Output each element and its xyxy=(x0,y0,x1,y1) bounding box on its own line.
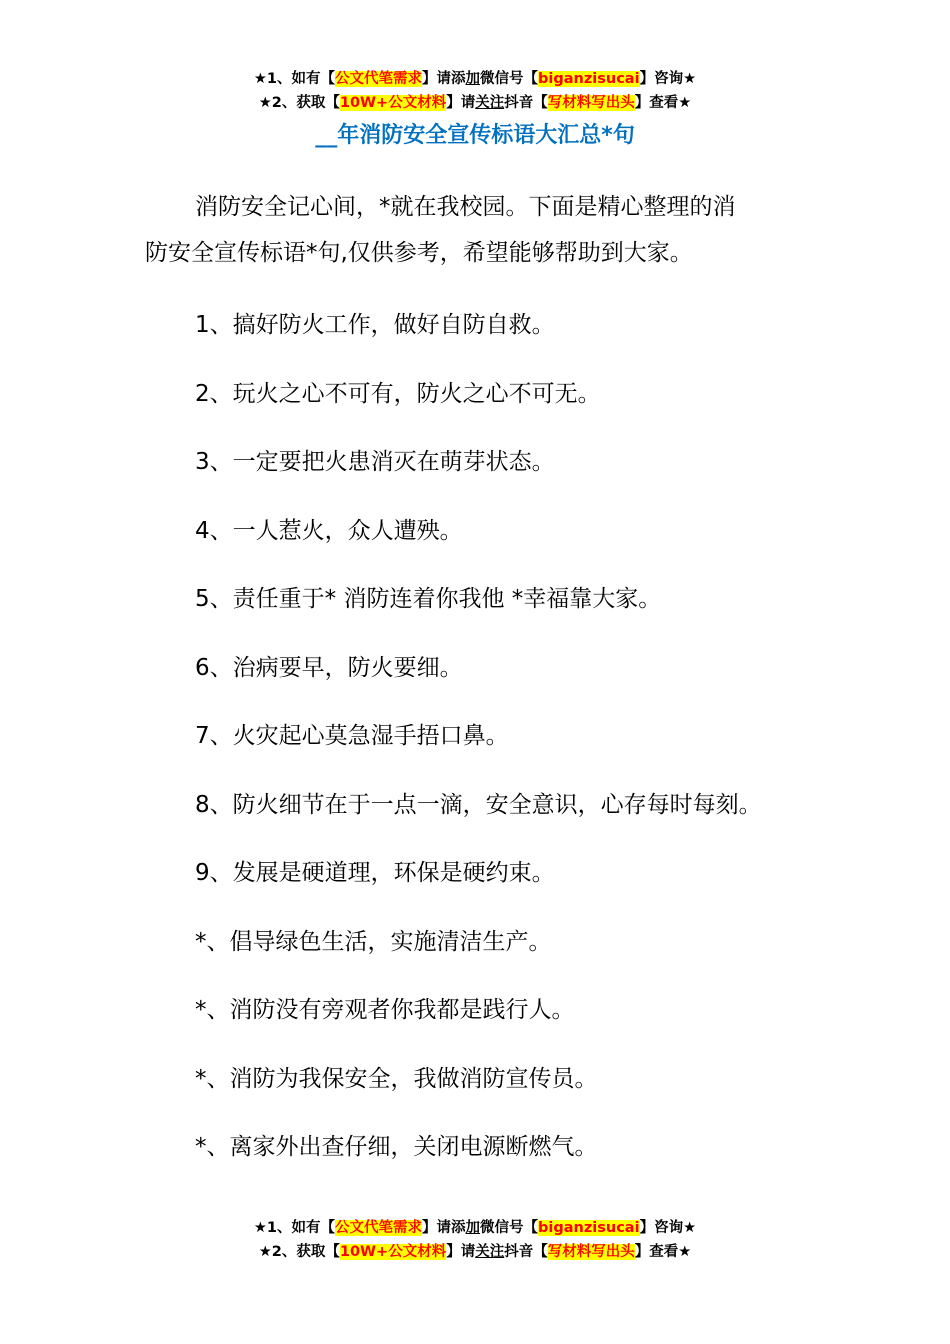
slogan-item: 2、玩火之心不可有，防火之心不可无。 xyxy=(195,380,601,407)
banner-line-1-mid: 】请添 xyxy=(422,71,466,87)
footer-banner xyxy=(0,1216,950,1264)
banner-line-1-prefix: ★1、如有【 xyxy=(253,1220,336,1236)
header-banner xyxy=(0,67,950,115)
banner-line-2-emphasis: 关注 xyxy=(475,1244,505,1260)
banner-line-2-mid: 】请 xyxy=(446,95,476,111)
banner-line-1 xyxy=(0,1216,950,1240)
slogan-item: 3、一定要把火患消灭在萌芽状态。 xyxy=(195,449,555,475)
slogan-item: *、离家外出查仔细，关闭电源断燃气。 xyxy=(195,1134,598,1160)
banner-line-2-mid2: 抖音【 xyxy=(504,95,548,111)
banner-line-2-mid2: 抖音【 xyxy=(504,1244,548,1260)
slogan-item: 5、责任重于* 消防连着你我他 *幸福靠大家。 xyxy=(195,586,662,612)
intro-paragraph xyxy=(145,184,805,276)
slogan-list xyxy=(195,302,762,1193)
banner-highlight-douyin: 写材料写出头 xyxy=(547,1244,635,1260)
slogan-item: 1、搞好防火工作，做好自防自救。 xyxy=(195,312,555,338)
banner-line-1-emphasis: 加 xyxy=(465,1220,481,1236)
banner-highlight-wechat-id: biganzisucai xyxy=(538,71,640,87)
banner-line-2 xyxy=(0,1240,950,1264)
banner-line-1-suffix: 】咨询★ xyxy=(639,1220,697,1236)
slogan-item: 9、发展是硬道理，环保是硬约束。 xyxy=(195,860,555,886)
banner-line-2-prefix: ★2、获取【 xyxy=(258,95,340,111)
slogan-item: *、消防为我保安全，我做消防宣传员。 xyxy=(195,1065,598,1092)
banner-highlight-douyin: 写材料写出头 xyxy=(547,95,635,111)
banner-highlight-ghostwriting: 公文代笔需求 xyxy=(335,71,423,87)
banner-line-2-prefix: ★2、获取【 xyxy=(258,1244,340,1260)
banner-line-1-emphasis: 加 xyxy=(465,71,481,87)
banner-highlight-wechat-id: biganzisucai xyxy=(538,1220,640,1236)
banner-line-2-emphasis: 关注 xyxy=(475,95,505,111)
banner-line-1-mid2: 微信号【 xyxy=(480,71,539,87)
intro-line-2: 防安全宣传标语*句,仅供参考，希望能够帮助到大家。 xyxy=(145,240,693,266)
document-title: __年消防安全宣传标语大汇总*句 xyxy=(315,123,635,148)
banner-highlight-ghostwriting: 公文代笔需求 xyxy=(335,1220,423,1236)
slogan-item: 6、治病要早，防火要细。 xyxy=(195,654,463,681)
banner-highlight-materials: 10W+公文材料 xyxy=(339,1244,447,1260)
banner-line-1-suffix: 】咨询★ xyxy=(639,71,697,87)
banner-highlight-materials: 10W+公文材料 xyxy=(339,95,447,111)
banner-line-1-mid: 】请添 xyxy=(422,1220,466,1236)
banner-line-2 xyxy=(0,91,950,115)
banner-line-2-suffix: 】查看★ xyxy=(634,1244,692,1260)
intro-line-1: 消防安全记心间，*就在我校园。下面是精心整理的消 xyxy=(195,194,736,220)
slogan-item: 4、一人惹火，众人遭殃。 xyxy=(195,517,463,544)
banner-line-1-mid2: 微信号【 xyxy=(480,1220,539,1236)
slogan-item: 8、防火细节在于一点一滴，安全意识，心存每时每刻。 xyxy=(195,791,762,818)
banner-line-1 xyxy=(0,67,950,91)
banner-line-2-mid: 】请 xyxy=(446,1244,476,1260)
slogan-item: *、倡导绿色生活，实施清洁生产。 xyxy=(195,928,552,955)
banner-line-2-suffix: 】查看★ xyxy=(634,95,692,111)
slogan-item: 7、火灾起心莫急湿手捂口鼻。 xyxy=(195,723,509,749)
slogan-item: *、消防没有旁观者你我都是践行人。 xyxy=(195,997,575,1023)
banner-line-1-prefix: ★1、如有【 xyxy=(253,71,336,87)
